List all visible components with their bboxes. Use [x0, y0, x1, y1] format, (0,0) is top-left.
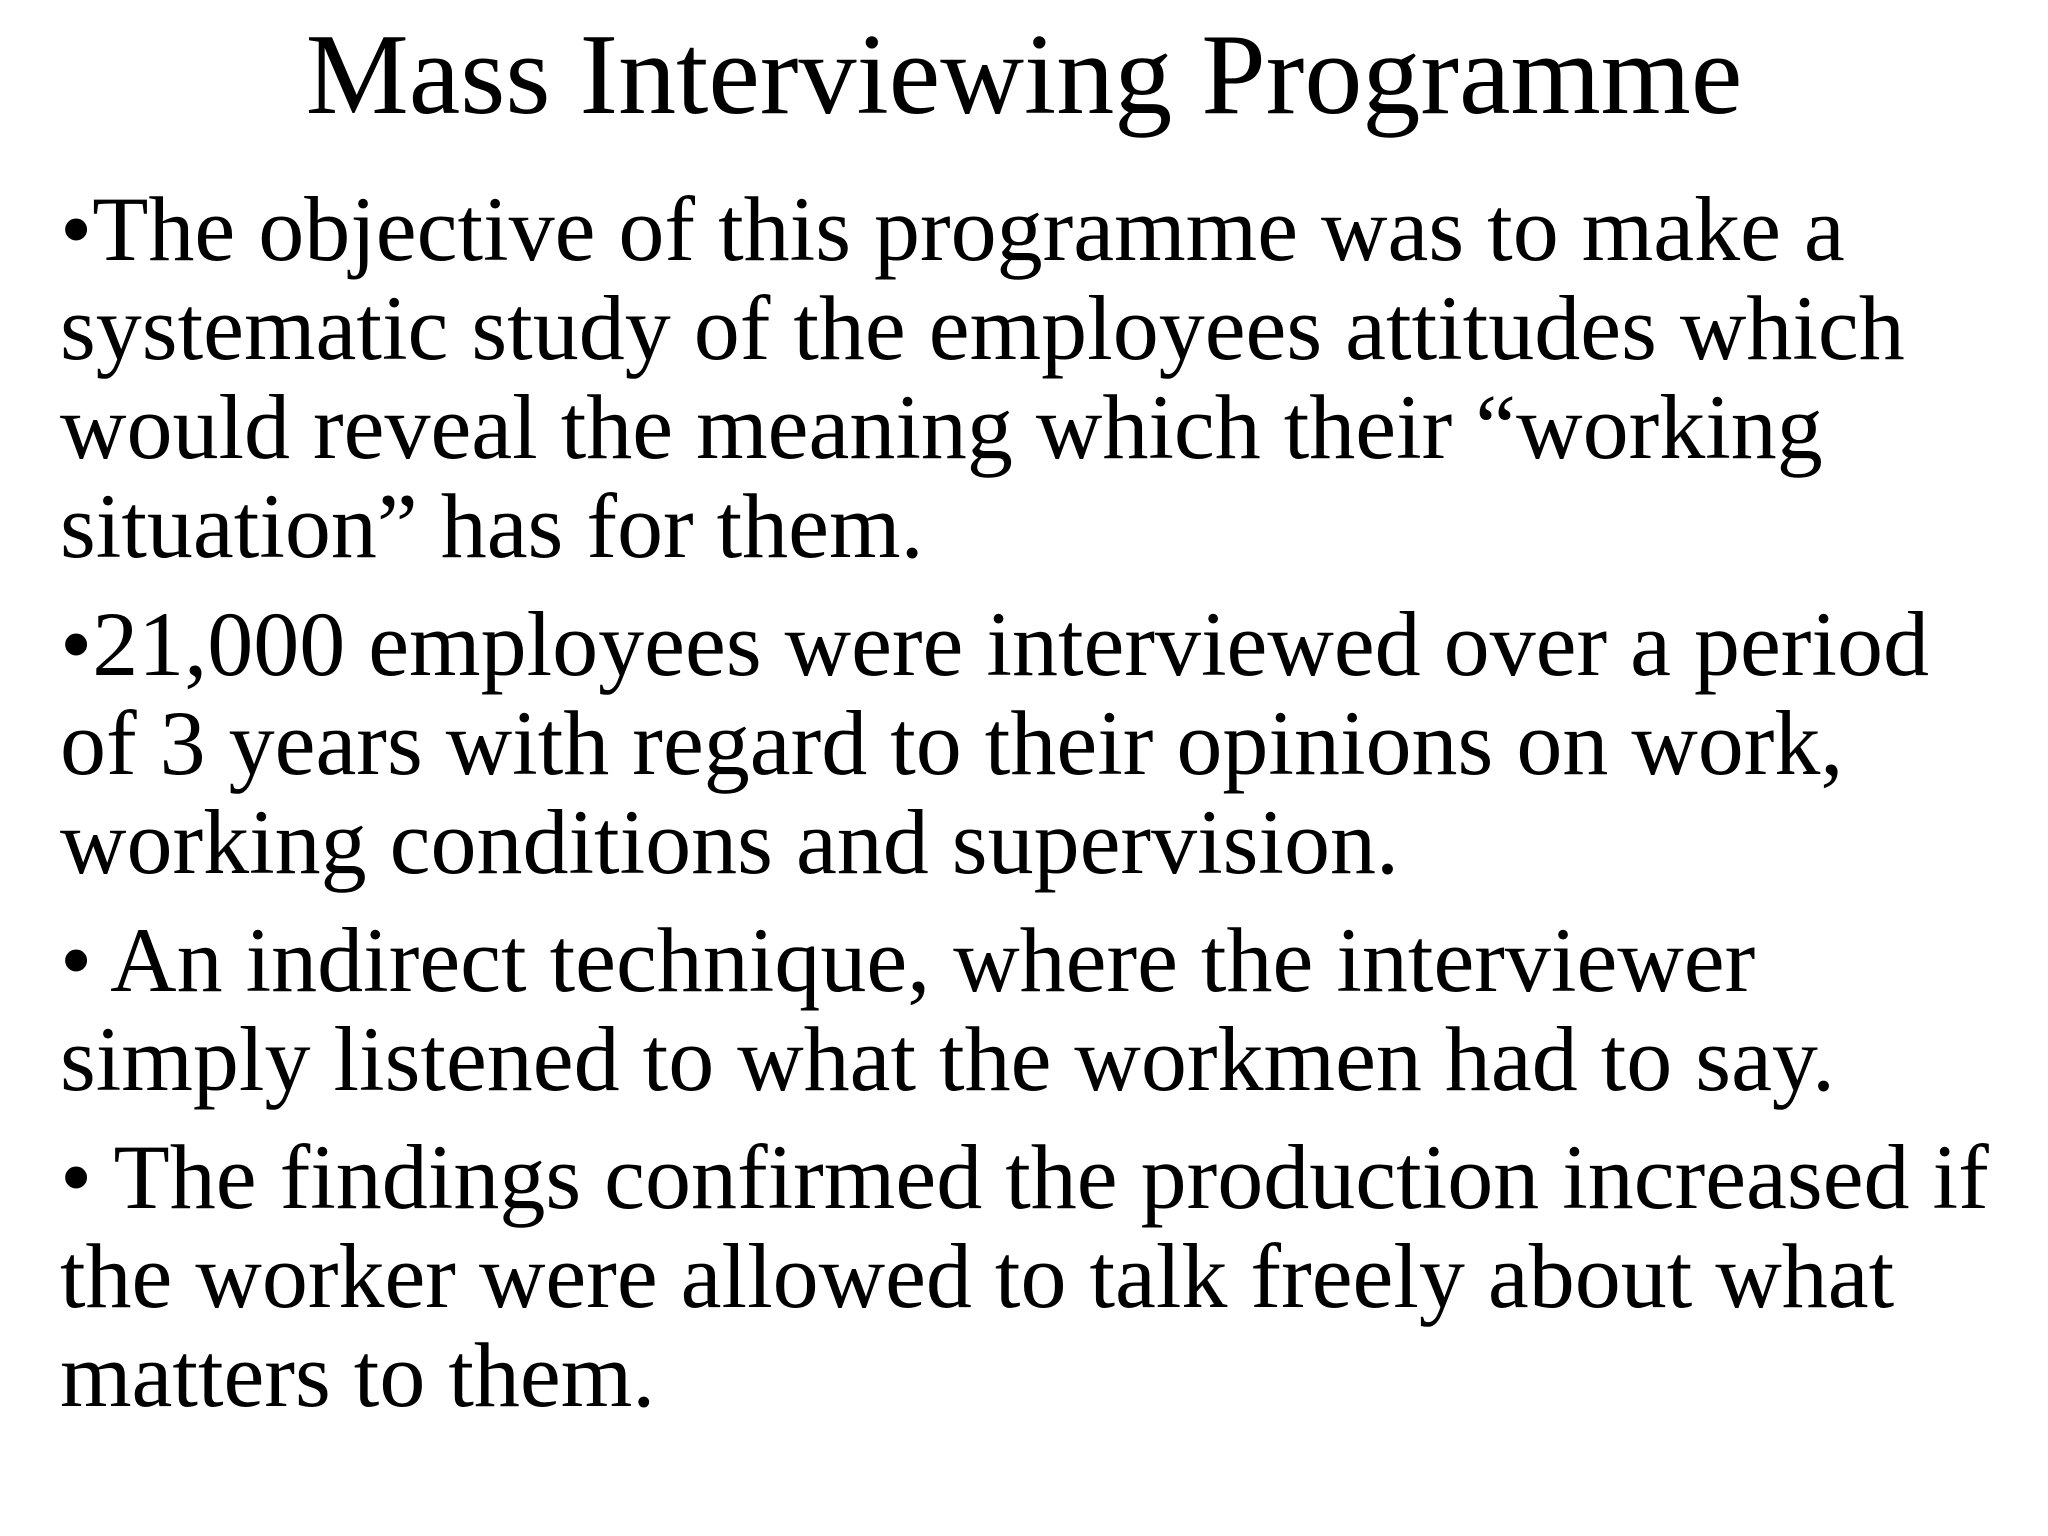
bullet-list: [60, 180, 2020, 1444]
bullet-item-employees-interviewed: [60, 595, 2020, 892]
bullet-marker: •: [60, 178, 93, 280]
bullet-item-objective: [60, 180, 2020, 576]
bullet-text: The findings confirmed the production increased if the worker were allowed to talk freely about what matters to them.: [60, 1126, 1989, 1426]
bullet-item-indirect-technique: [60, 911, 2020, 1109]
bullet-item-findings: [60, 1128, 2020, 1425]
bullet-marker: •: [60, 909, 111, 1011]
bullet-text: An indirect technique, where the interviewer simply listened to what the workmen had to say.: [60, 909, 1835, 1110]
bullet-marker: •: [60, 593, 93, 695]
bullet-text: The objective of this programme was to make a systematic study of the employees attitudes which would reveal the meaning which their “working situation” has for them.: [60, 178, 1905, 577]
slide-title: Mass Interviewing Programme: [305, 11, 1743, 139]
bullet-text: 21,000 employees were interviewed over a period of 3 years with regard to their opinions on work, working conditions and supervision.: [60, 593, 1929, 893]
bullet-marker: •: [60, 1126, 114, 1228]
